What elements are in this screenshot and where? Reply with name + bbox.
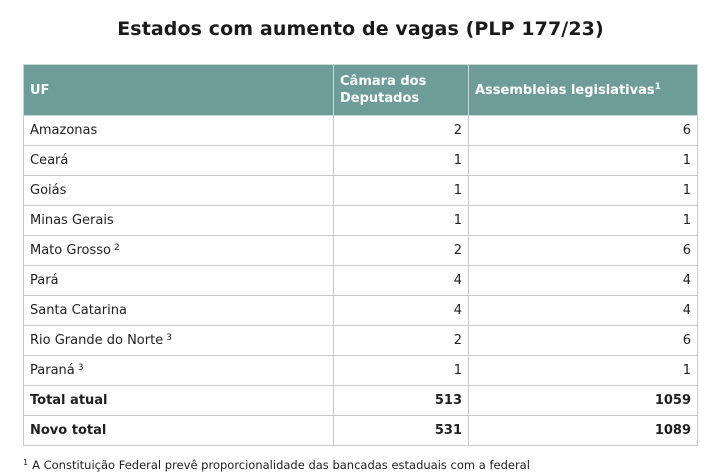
cell-uf: [24, 146, 334, 176]
cell-assembleias: 4: [469, 296, 698, 326]
uf-name: Minas Gerais: [30, 213, 114, 228]
cell-uf: [24, 296, 334, 326]
total-label: Novo total: [24, 416, 334, 446]
table-row: [24, 236, 698, 266]
header-camara: Câmara dos Deputados: [334, 65, 469, 116]
table-row: [24, 206, 698, 236]
footnote-text: A Constituição Federal prevê proporcionalidade das bancadas estaduais com a federal: [32, 458, 530, 472]
footnote-marker: 1: [23, 458, 29, 467]
table-row: [24, 146, 698, 176]
cell-assembleias: 4: [469, 266, 698, 296]
cell-uf: [24, 236, 334, 266]
cell-camara: 2: [334, 236, 469, 266]
cell-assembleias: 1: [469, 176, 698, 206]
cell-uf: [24, 356, 334, 386]
cell-assembleias: 1: [469, 206, 698, 236]
table-body: [24, 116, 698, 446]
total-assembleias: 1059: [469, 386, 698, 416]
uf-name: Amazonas: [30, 123, 98, 138]
header-row: [24, 65, 698, 116]
uf-name: Rio Grande do Norte: [30, 333, 164, 348]
uf-name: Ceará: [30, 153, 69, 168]
cell-assembleias: 6: [469, 326, 698, 356]
cell-assembleias: 1: [469, 146, 698, 176]
cell-assembleias: 6: [469, 236, 698, 266]
footnote: [23, 458, 530, 472]
cell-assembleias: 6: [469, 116, 698, 146]
header-assembleias-label: Assembleias legislativas: [475, 82, 655, 98]
header-footnote-marker: 1: [654, 81, 661, 92]
uf-footnote-marker: 3: [166, 333, 172, 343]
uf-name: Goiás: [30, 183, 67, 198]
cell-camara: 4: [334, 266, 469, 296]
cell-camara: 4: [334, 296, 469, 326]
total-row: [24, 386, 698, 416]
cell-camara: 1: [334, 146, 469, 176]
total-row: [24, 416, 698, 446]
table-row: [24, 326, 698, 356]
uf-name: Pará: [30, 273, 59, 288]
total-assembleias: 1089: [469, 416, 698, 446]
table-header: [24, 65, 698, 116]
cell-camara: 2: [334, 326, 469, 356]
cell-uf: [24, 206, 334, 236]
page-title: Estados com aumento de vagas (PLP 177/23): [117, 18, 604, 40]
cell-camara: 2: [334, 116, 469, 146]
header-assembleias: [469, 65, 698, 116]
total-camara: 513: [334, 386, 469, 416]
table-row: [24, 176, 698, 206]
cell-uf: [24, 116, 334, 146]
uf-name: Santa Catarina: [30, 303, 127, 318]
total-label: Total atual: [24, 386, 334, 416]
cell-camara: 1: [334, 176, 469, 206]
uf-name: Paraná: [30, 363, 75, 378]
cell-camara: 1: [334, 356, 469, 386]
cell-assembleias: 1: [469, 356, 698, 386]
total-camara: 531: [334, 416, 469, 446]
cell-uf: [24, 266, 334, 296]
uf-footnote-marker: 2: [113, 243, 120, 253]
uf-name: Mato Grosso: [30, 243, 111, 258]
table-row: [24, 296, 698, 326]
vacancies-table: [23, 64, 698, 446]
cell-uf: [24, 176, 334, 206]
cell-uf: [24, 326, 334, 356]
table-row: [24, 116, 698, 146]
cell-camara: 1: [334, 206, 469, 236]
table-row: [24, 356, 698, 386]
header-uf: UF: [24, 65, 334, 116]
table-row: [24, 266, 698, 296]
uf-footnote-marker: 3: [77, 363, 84, 373]
